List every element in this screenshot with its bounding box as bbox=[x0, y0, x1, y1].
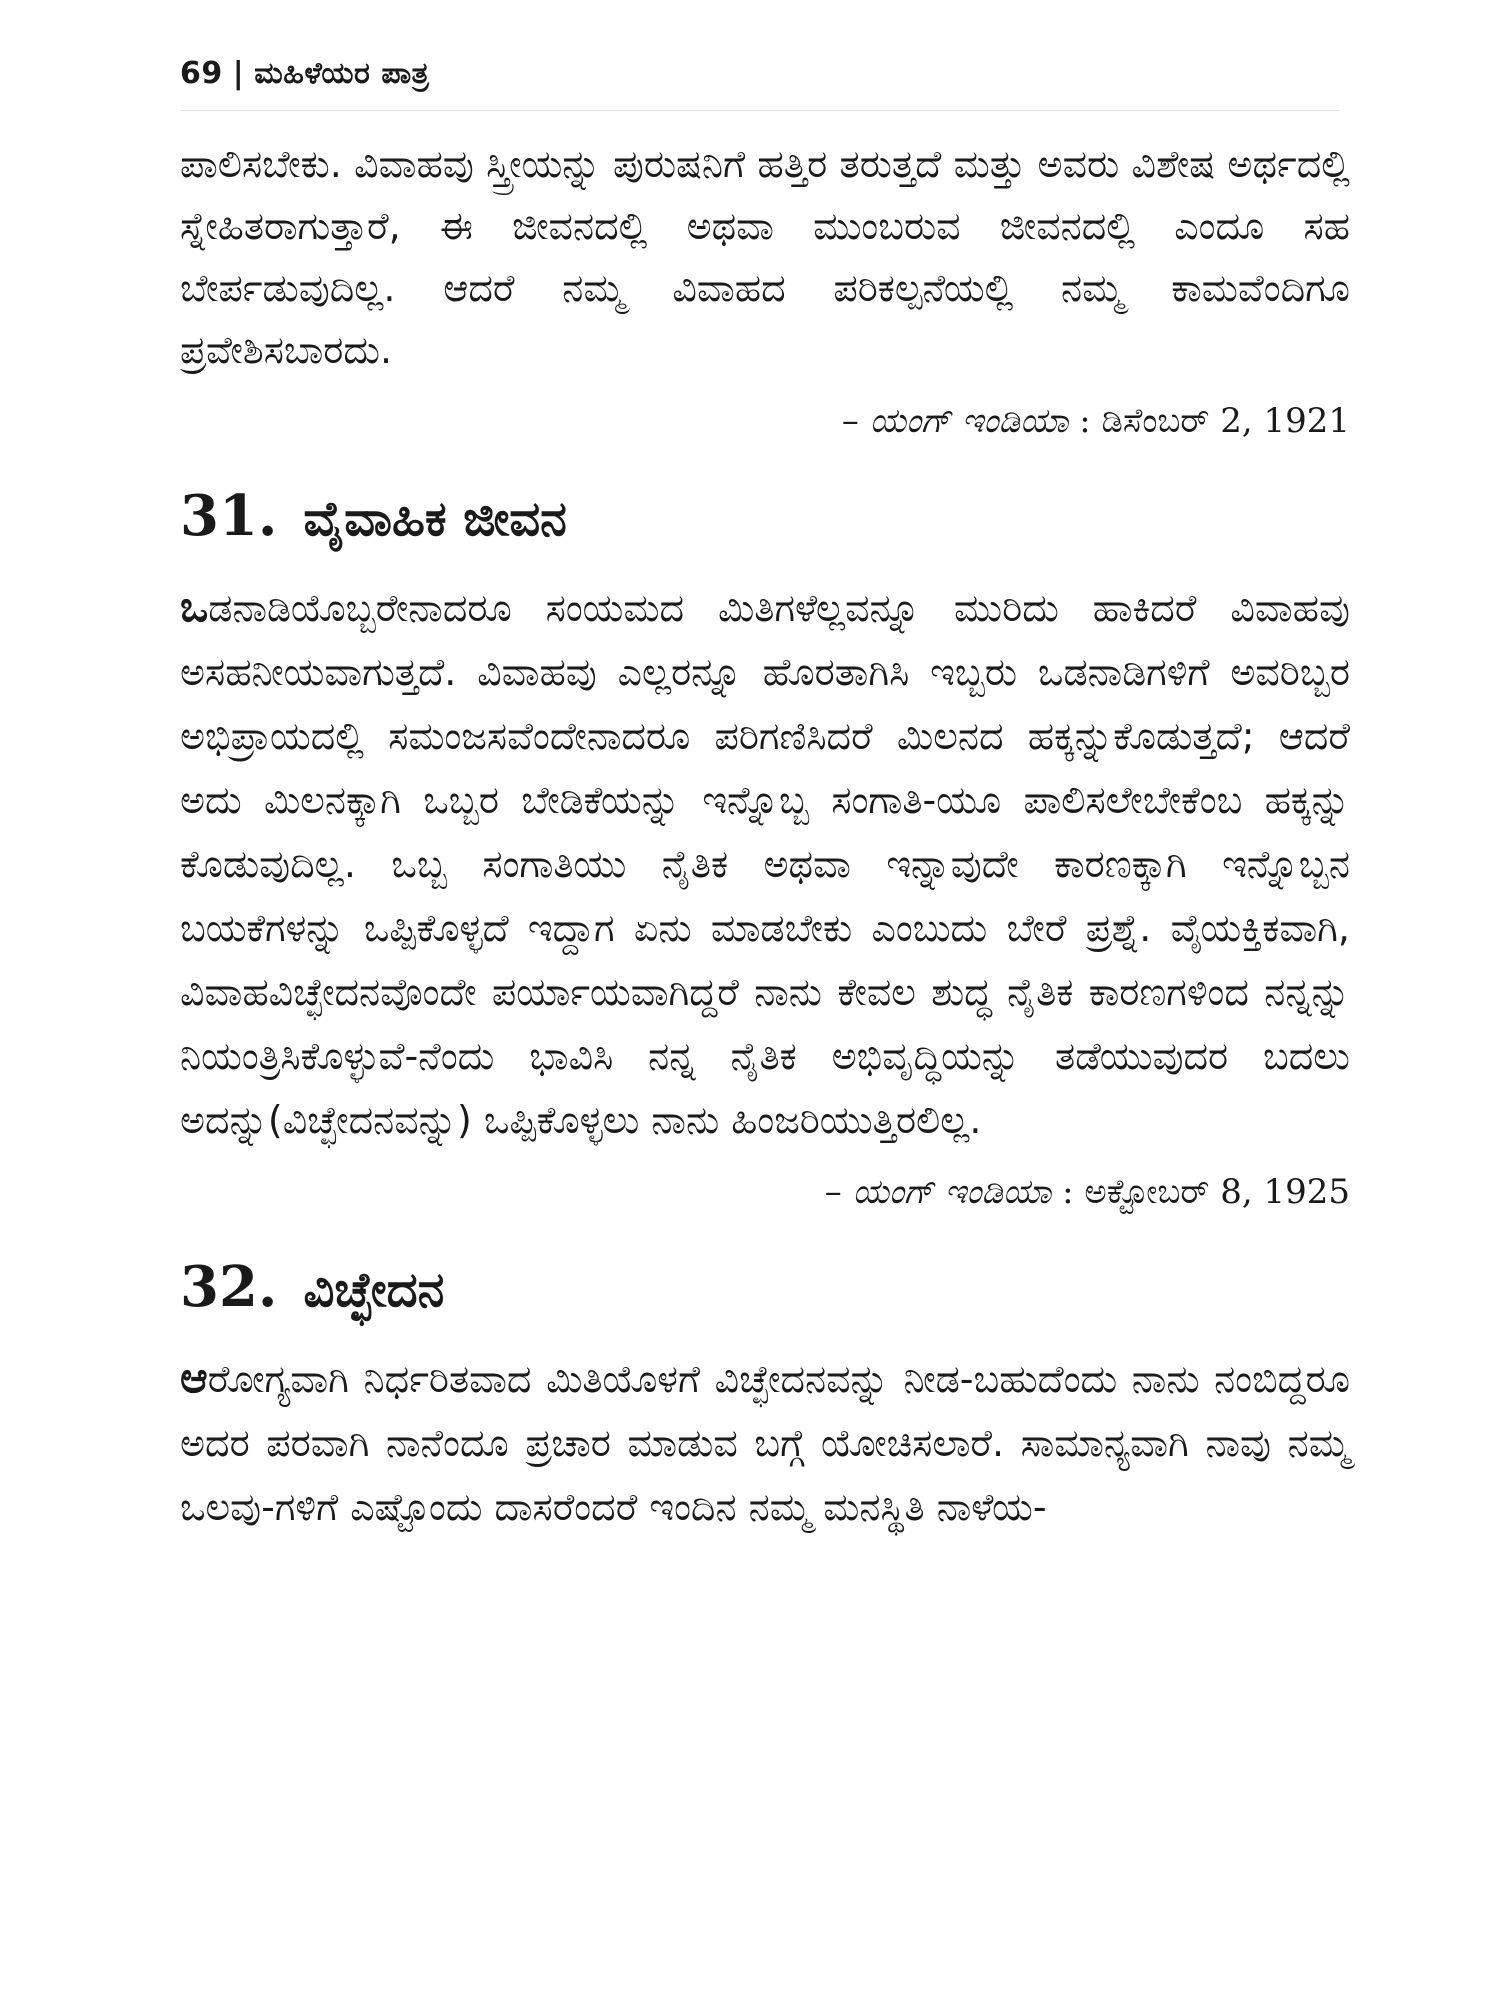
intro-paragraph: ಪಾಲಿಸಬೇಕು. ವಿವಾಹವು ಸ್ತ್ರೀಯನ್ನು ಪುರುಷನಿಗೆ ಹತ್ತಿರ ತರುತ್ತದೆ ಮತ್ತು ಅವರು ವಿಶೇಷ ಅರ್ಥದಲ್ಲಿ ಸ್ನೇಹಿತರಾಗುತ್ತಾರೆ, ಈ ಜೀವನದಲ್ಲಿ ಅಥವಾ ಮುಂಬರುವ ಜೀವನದಲ್ಲಿ ಎಂದೂ ಸಹ ಬೇರ್ಪಡುವುದಿಲ್ಲ. ಆದರೆ ನಮ್ಮ ವಿವಾಹದ ಪರಿಕಲ್ಪನೆಯಲ್ಲಿ ನಮ್ಮ ಕಾಮವೆಂದಿಗೂ ಪ್ರವೇಶಿಸಬಾರದು. bbox=[180, 142, 1350, 372]
section-31-heading bbox=[180, 483, 1350, 549]
intro-citation bbox=[180, 399, 1350, 443]
dropcap: ಆ bbox=[180, 1353, 208, 1402]
page-number: 69 bbox=[180, 55, 223, 91]
citation-date: : ಅಕ್ಟೋಬರ್ 8, 1925 bbox=[1062, 1172, 1350, 1212]
section-title: ವೈವಾಹಿಕ ಜೀವನ bbox=[303, 491, 567, 547]
running-head bbox=[180, 48, 1340, 111]
section-32-heading bbox=[180, 1254, 1350, 1320]
section-31-citation bbox=[180, 1170, 1350, 1214]
paragraph-text: ಡನಾಡಿಯೊಬ್ಬರೇನಾದರೂ ಸಂಯಮದ ಮಿತಿಗಳೆಲ್ಲವನ್ನೂ ಮುರಿದು ಹಾಕಿದರೆ ವಿವಾಹವು ಅಸಹನೀಯವಾಗುತ್ತದೆ. ವಿವಾಹವು ಎಲ್ಲರನ್ನೂ ಹೊರತಾಗಿಸಿ ಇಬ್ಬರು ಒಡನಾಡಿಗಳಿಗೆ ಅವರಿಬ್ಬರ ಅಭಿಪ್ರಾಯದಲ್ಲಿ ಸಮಂಜಸವೆಂದೇನಾದರೂ ಪರಿಗಣಿಸಿದರೆ ಮಿಲನದ ಹಕ್ಕನ್ನುಕೊಡುತ್ತದೆ; ಆದರೆ ಅದು ಮಿಲನಕ್ಕಾಗಿ ಒಬ್ಬರ ಬೇಡಿಕೆಯನ್ನು ಇನ್ನೊಬ್ಬ ಸಂಗಾತಿ-ಯೂ ಪಾಲಿಸಲೇಬೇಕೆಂಬ ಹಕ್ಕನ್ನು ಕೊಡುವುದಿಲ್ಲ. ಒಬ್ಬ ಸಂಗಾತಿಯು ನೈತಿಕ ಅಥವಾ ಇನ್ನಾವುದೇ ಕಾರಣಕ್ಕಾಗಿ ಇನ್ನೊಬ್ಬನ ಬಯಕೆಗಳನ್ನು ಒಪ್ಪಿಕೊಳ್ಳದೆ ಇದ್ದಾಗ ಏನು ಮಾಡಬೇಕು ಎಂಬುದು ಬೇರೆ ಪ್ರಶ್ನೆ. ವೈಯಕ್ತಿಕವಾಗಿ, ವಿವಾಹವಿಚ್ಛೇದನವೊಂದೇ ಪರ್ಯಾಯವಾಗಿದ್ದರೆ ನಾನು ಕೇವಲ ಶುದ್ಧ ನೈತಿಕ ಕಾರಣಗಳಿಂದ ನನ್ನನ್ನು ನಿಯಂತ್ರಿಸಿಕೊಳ್ಳುವೆ-ನೆಂದು ಭಾವಿಸಿ ನನ್ನ ನೈತಿಕ ಅಭಿವೃದ್ಧಿಯನ್ನು ತಡೆಯುವುದರ ಬದಲು ಅದನ್ನು(ವಿಚ್ಛೇದನವನ್ನು) ಒಪ್ಪಿಕೊಳ್ಳಲು ನಾನು ಹಿಂಜರಿಯುತ್ತಿರಲಿಲ್ಲ. bbox=[180, 586, 1350, 1142]
section-number: 32. bbox=[180, 1254, 278, 1320]
citation-dash: – bbox=[824, 1172, 842, 1212]
section-32-paragraph bbox=[180, 1346, 1350, 1539]
chapter-title: ಮಹಿಳೆಯರ ಪಾತ್ರ bbox=[254, 55, 430, 91]
citation-source: ಯಂಗ್ ಇಂಡಿಯಾ bbox=[852, 1172, 1052, 1212]
section-31-paragraph bbox=[180, 575, 1350, 1152]
dropcap: ಒ bbox=[180, 582, 209, 631]
citation-source: ಯಂಗ್ ಇಂಡಿಯಾ bbox=[869, 401, 1069, 441]
citation-dash: – bbox=[841, 401, 859, 441]
book-page bbox=[180, 48, 1350, 1539]
paragraph-text: ರೋಗ್ಯವಾಗಿ ನಿರ್ಧರಿತವಾದ ಮಿತಿಯೊಳಗೆ ವಿಚ್ಛೇದನವನ್ನು ನೀಡ-ಬಹುದೆಂದು ನಾನು ನಂಬಿದ್ದರೂ ಅದರ ಪರವಾಗಿ ನಾನೆಂದೂ ಪ್ರಚಾರ ಮಾಡುವ ಬಗ್ಗೆ ಯೋಚಿಸಲಾರೆ. ಸಾಮಾನ್ಯವಾಗಿ ನಾವು ನಮ್ಮ ಒಲವು-ಗಳಿಗೆ ಎಷ್ಟೊಂದು ದಾಸರೆಂದರೆ ಇಂದಿನ ನಮ್ಮ ಮನಸ್ಥಿತಿ ನಾಳೆಯ- bbox=[180, 1357, 1350, 1529]
section-title: ವಿಚ್ಛೇದನ bbox=[303, 1262, 445, 1318]
head-separator: | bbox=[232, 55, 245, 91]
citation-date: : ಡಿಸೆಂಬರ್ 2, 1921 bbox=[1079, 401, 1350, 441]
section-number: 31. bbox=[180, 483, 278, 549]
